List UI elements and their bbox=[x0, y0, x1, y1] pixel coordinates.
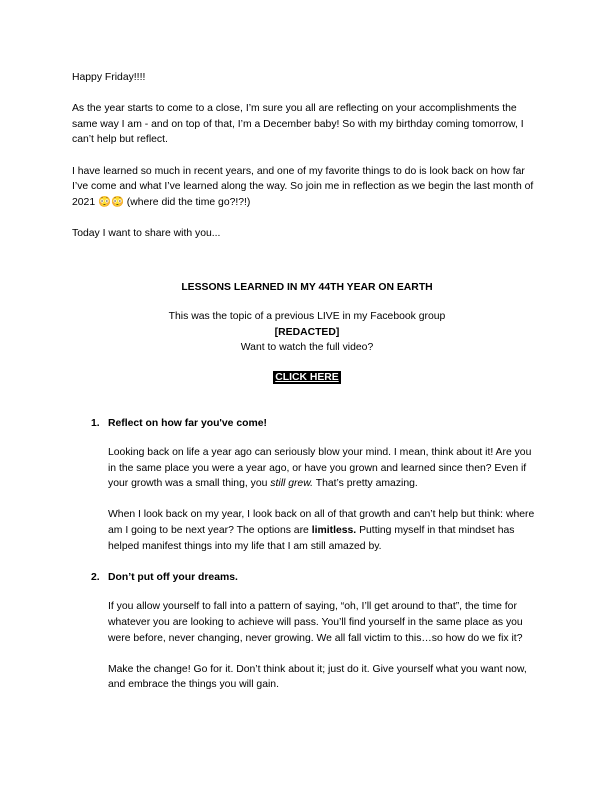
live-note-line-1: This was the topic of a previous LIVE in my Facebook group bbox=[168, 311, 446, 323]
flushed-face-emoji-icon: 😳😳 bbox=[98, 196, 124, 208]
intro-paragraph-2-text: I have learned so much in recent years, and one of my favorite things to do is look back on how far I’ve come and what I’ve learned along the way. So join me in reflection as we begin the last month of 2021 bbox=[72, 165, 534, 208]
intro-paragraph-1: As the year starts to come to a close, I’m sure you all are reflecting on your accomplishments the same way I am - and on top of that, I’m a December baby! So with my birthday coming tomorrow, I can’t help but reflect. bbox=[72, 103, 524, 146]
cta-container bbox=[72, 370, 542, 386]
lesson-paragraph bbox=[108, 507, 542, 554]
lesson-body bbox=[72, 599, 542, 693]
click-here-link[interactable]: CLICK HERE bbox=[275, 371, 339, 383]
lesson-number: 2. bbox=[91, 571, 100, 583]
lessons-list bbox=[72, 416, 542, 694]
lesson-paragraph-text: Putting myself in that mindset has helped manifest things into my life that I am still amazed by. bbox=[108, 525, 515, 552]
lesson-paragraph bbox=[108, 445, 542, 492]
redacted-group-name: [REDACTED] bbox=[274, 326, 340, 338]
lesson-strong: limitless. bbox=[311, 525, 357, 537]
lesson-title: Reflect on how far you've come! bbox=[108, 417, 267, 429]
lesson-number: 1. bbox=[91, 417, 100, 429]
lesson-emphasis: still grew. bbox=[270, 478, 314, 490]
intro-paragraph-3: Today I want to share with you... bbox=[72, 227, 221, 239]
greeting: Happy Friday!!!! bbox=[72, 72, 146, 83]
lesson-paragraph-text: Looking back on life a year ago can seriously blow your mind. I mean, think about it! Are you in the same place you were a year ago, or have you grown and learned since then? Even if your growth was a small thing, you bbox=[108, 447, 532, 490]
document-page bbox=[72, 70, 542, 693]
section-title: LESSONS LEARNED IN MY 44TH YEAR ON EARTH bbox=[181, 281, 433, 293]
lesson-item bbox=[72, 416, 542, 555]
lesson-heading bbox=[72, 416, 542, 432]
live-note-line-3: Want to watch the full video? bbox=[240, 342, 374, 354]
lesson-paragraph-text: That’s pretty amazing. bbox=[315, 478, 418, 490]
intro-paragraph-2-tail: (where did the time go?!?!) bbox=[126, 196, 251, 208]
lesson-title: Don’t put off your dreams. bbox=[108, 571, 238, 583]
lesson-paragraph: Make the change! Go for it. Don’t think about it; just do it. Give yourself what you want now, and embrace the things you will gain. bbox=[108, 663, 527, 691]
lesson-paragraph: If you allow yourself to fall into a pattern of saying, “oh, I’ll get around to that”, the time for whatever you are looking to achieve will pass. You’ll find yourself in the same place as you were before, never changing, never growing. We all fall victim to this…so how do we fix it? bbox=[108, 601, 523, 644]
lesson-paragraph-text: When I look back on my year, I look back on all of that growth and can’t help but think: where am I going to be next year? The options are bbox=[108, 509, 535, 537]
lesson-body bbox=[72, 445, 542, 554]
lesson-item bbox=[72, 570, 542, 693]
lesson-heading bbox=[72, 570, 542, 586]
live-note bbox=[72, 309, 542, 356]
intro-paragraph-2 bbox=[72, 164, 542, 211]
